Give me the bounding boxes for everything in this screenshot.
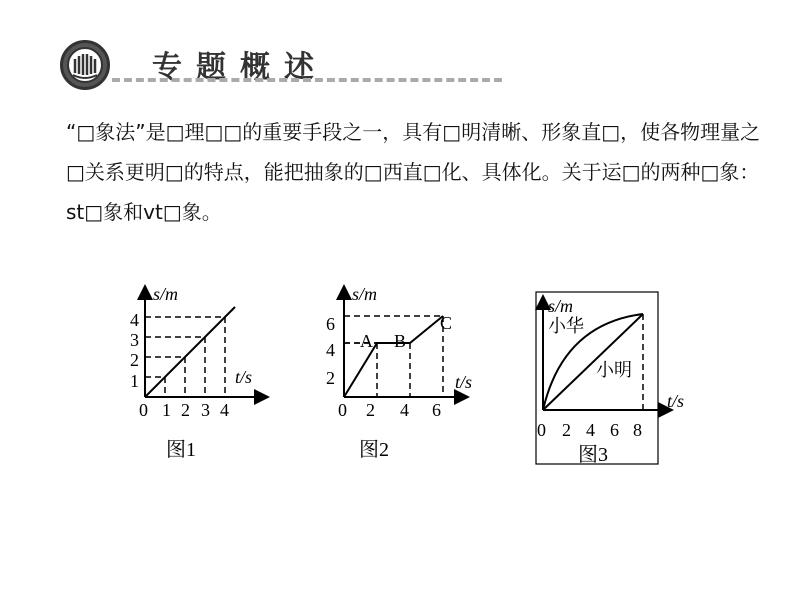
x-tick-4: 4	[220, 400, 229, 420]
y-tick-3: 3	[130, 330, 139, 350]
x-tick-0: 0	[338, 400, 347, 420]
figure-caption: 图3	[578, 444, 608, 466]
figure-2-chart	[320, 280, 480, 470]
figure-1-chart	[130, 280, 280, 470]
series-line	[145, 307, 235, 397]
series-line	[344, 316, 443, 397]
point-label-c: C	[440, 313, 453, 333]
book-badge-icon	[60, 40, 110, 90]
x-axis-label: t/s	[667, 391, 685, 411]
book-icon	[65, 45, 105, 85]
figure-caption: 图1	[166, 439, 196, 461]
page-title: 专题概述	[152, 50, 328, 85]
x-tick-1: 1	[162, 400, 171, 420]
figure-caption: 图2	[359, 439, 389, 461]
x-tick-2: 2	[562, 420, 571, 440]
intro-paragraph: “□象法”是□理□□的重要手段之一，具有□明清晰、形象直□，使各物理量之□关系更明□的特点，能把抽象的□西直□化、具体化。关于运□的两种□象：st□象和vt□象。	[66, 120, 761, 224]
x-axis-label: t/s	[235, 367, 253, 387]
x-axis-label: t/s	[455, 372, 473, 392]
y-tick-1: 1	[130, 371, 139, 391]
x-tick-4: 4	[586, 420, 595, 440]
x-tick-2: 2	[366, 400, 375, 420]
section-header	[60, 36, 460, 96]
y-axis-label: s/m	[153, 284, 179, 304]
figure-3-chart	[530, 290, 700, 475]
curve-label-xiaoming: 小明	[596, 360, 632, 380]
x-tick-6: 6	[610, 420, 619, 440]
y-tick-2: 2	[130, 350, 139, 370]
y-axis-label: s/m	[548, 296, 574, 316]
x-tick-4: 4	[400, 400, 409, 420]
y-tick-2: 2	[326, 368, 335, 388]
y-tick-6: 6	[326, 314, 335, 334]
curve-label-xiaohua: 小华	[548, 316, 584, 336]
x-tick-0: 0	[537, 420, 546, 440]
x-tick-0: 0	[139, 400, 148, 420]
y-axis-label: s/m	[352, 284, 378, 304]
x-tick-6: 6	[432, 400, 441, 420]
point-label-a: A	[360, 331, 373, 351]
y-tick-4: 4	[326, 340, 335, 360]
x-tick-3: 3	[201, 400, 210, 420]
y-tick-4: 4	[130, 310, 139, 330]
x-tick-2: 2	[181, 400, 190, 420]
title-divider	[112, 78, 502, 82]
x-tick-8: 8	[633, 420, 642, 440]
point-label-b: B	[394, 331, 407, 351]
